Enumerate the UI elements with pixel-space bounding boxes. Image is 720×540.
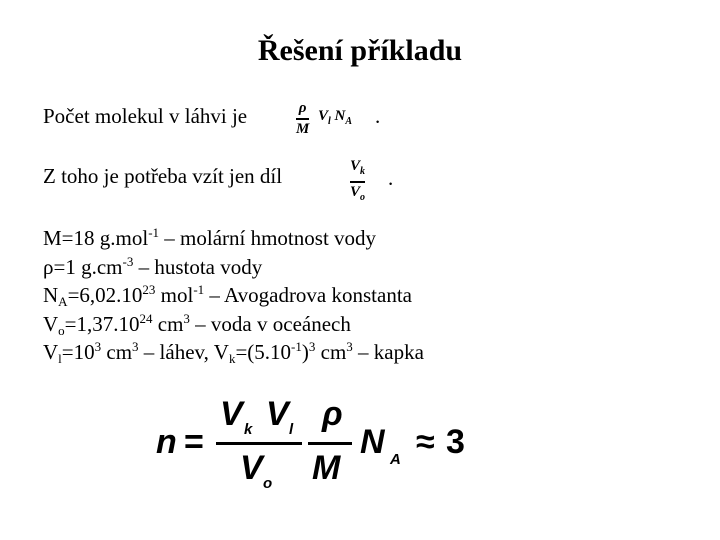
fraction-denominator [350,184,365,206]
formula-vo-sub: o [263,475,273,492]
given-value-line [43,338,424,367]
given-value-part: 24 [139,310,153,326]
given-value-part: l [58,351,62,366]
given-value-part: V [43,311,59,336]
fraction-numerator: ρ [298,100,307,116]
given-value-part: – hustota vody [133,254,263,279]
given-value-part: o [58,322,65,338]
given-value-part: – láhev, V [138,340,229,364]
var-v: V [318,108,329,124]
page-title: Řešení příkladu [257,34,463,67]
num-v: V [350,158,361,174]
given-value-part: -1 [291,339,302,354]
formula-n: n [156,423,177,461]
formula-rho: ρ [322,395,343,433]
line-fraction-needed: Z toho je potřeba vzít jen díl [43,164,283,188]
fraction-vk-over-vo [350,158,365,206]
var-v-sub: l [328,116,331,127]
formula-vk-sub: k [244,421,253,438]
given-value-part: N [43,283,59,307]
formula-bar-1 [216,442,302,445]
line1-dot: . [375,104,381,128]
fraction-bar [350,181,365,183]
given-value-part: 3 [308,339,316,354]
var-n-sub: A [345,116,353,127]
given-value-part: cm [315,340,347,364]
given-value-part: -3 [122,253,134,269]
given-value-line [43,253,424,282]
formula-vl: V [266,395,289,433]
given-value-part: cm [152,311,184,336]
given-values [43,224,424,367]
given-value-part: A [58,294,68,309]
den-sub: o [360,191,366,203]
given-value-part: – molární hmotnost vody [159,226,377,250]
given-value-part: 3 [132,339,139,354]
formula-result: 3 [446,423,465,461]
given-value-part: M=18 g.mol [43,226,149,250]
given-value-part: 3 [183,310,190,326]
given-value-part: =6,02.10 [67,283,143,307]
given-value-part: – Avogadrova konstanta [204,283,412,307]
num-sub: k [360,166,366,177]
formula-approx: ≈ [416,423,435,461]
formula-na-sub: A [390,451,401,468]
given-value-part: – kapka [352,340,424,364]
given-value-part: =10 [61,340,95,364]
formula-vo: V [240,449,263,487]
given-value-part: 23 [142,282,156,297]
fraction-denominator: M [296,120,310,137]
formula-na: N [360,423,385,461]
given-value-part: 3 [94,339,102,354]
given-value-part: k [228,351,236,366]
var-n: N [334,108,346,124]
given-value-part: =1,37.10 [64,311,140,336]
given-value-line [43,310,424,339]
fraction-bar [296,118,309,120]
fraction-numerator [350,158,365,180]
formula-vk: V [220,395,243,433]
given-value-part: mol [155,283,194,307]
line2-dot: . [388,166,394,190]
given-value-part: ) [301,340,309,364]
given-value-line [43,281,424,310]
den-v: V [350,183,361,200]
formula-equals: = [184,423,204,461]
given-value-part: -1 [193,282,205,297]
fraction-rho-over-m [296,100,309,138]
given-value-line [43,224,424,253]
formula-bar-2 [308,442,352,445]
given-value-part: =(5.10 [235,340,292,364]
given-value-part: ρ=1 g.cm [43,254,123,279]
formula-vl-sub: l [289,421,294,438]
given-value-part: -1 [148,225,160,240]
given-value-part: V [43,340,59,364]
given-value-part: – voda v oceánech [189,311,351,336]
line-molecule-count: Počet molekul v láhvi je [43,104,248,128]
given-value-part: cm [101,340,133,364]
formula-m: M [312,449,341,487]
given-value-part: 3 [346,339,353,354]
var-v-l [318,108,352,127]
